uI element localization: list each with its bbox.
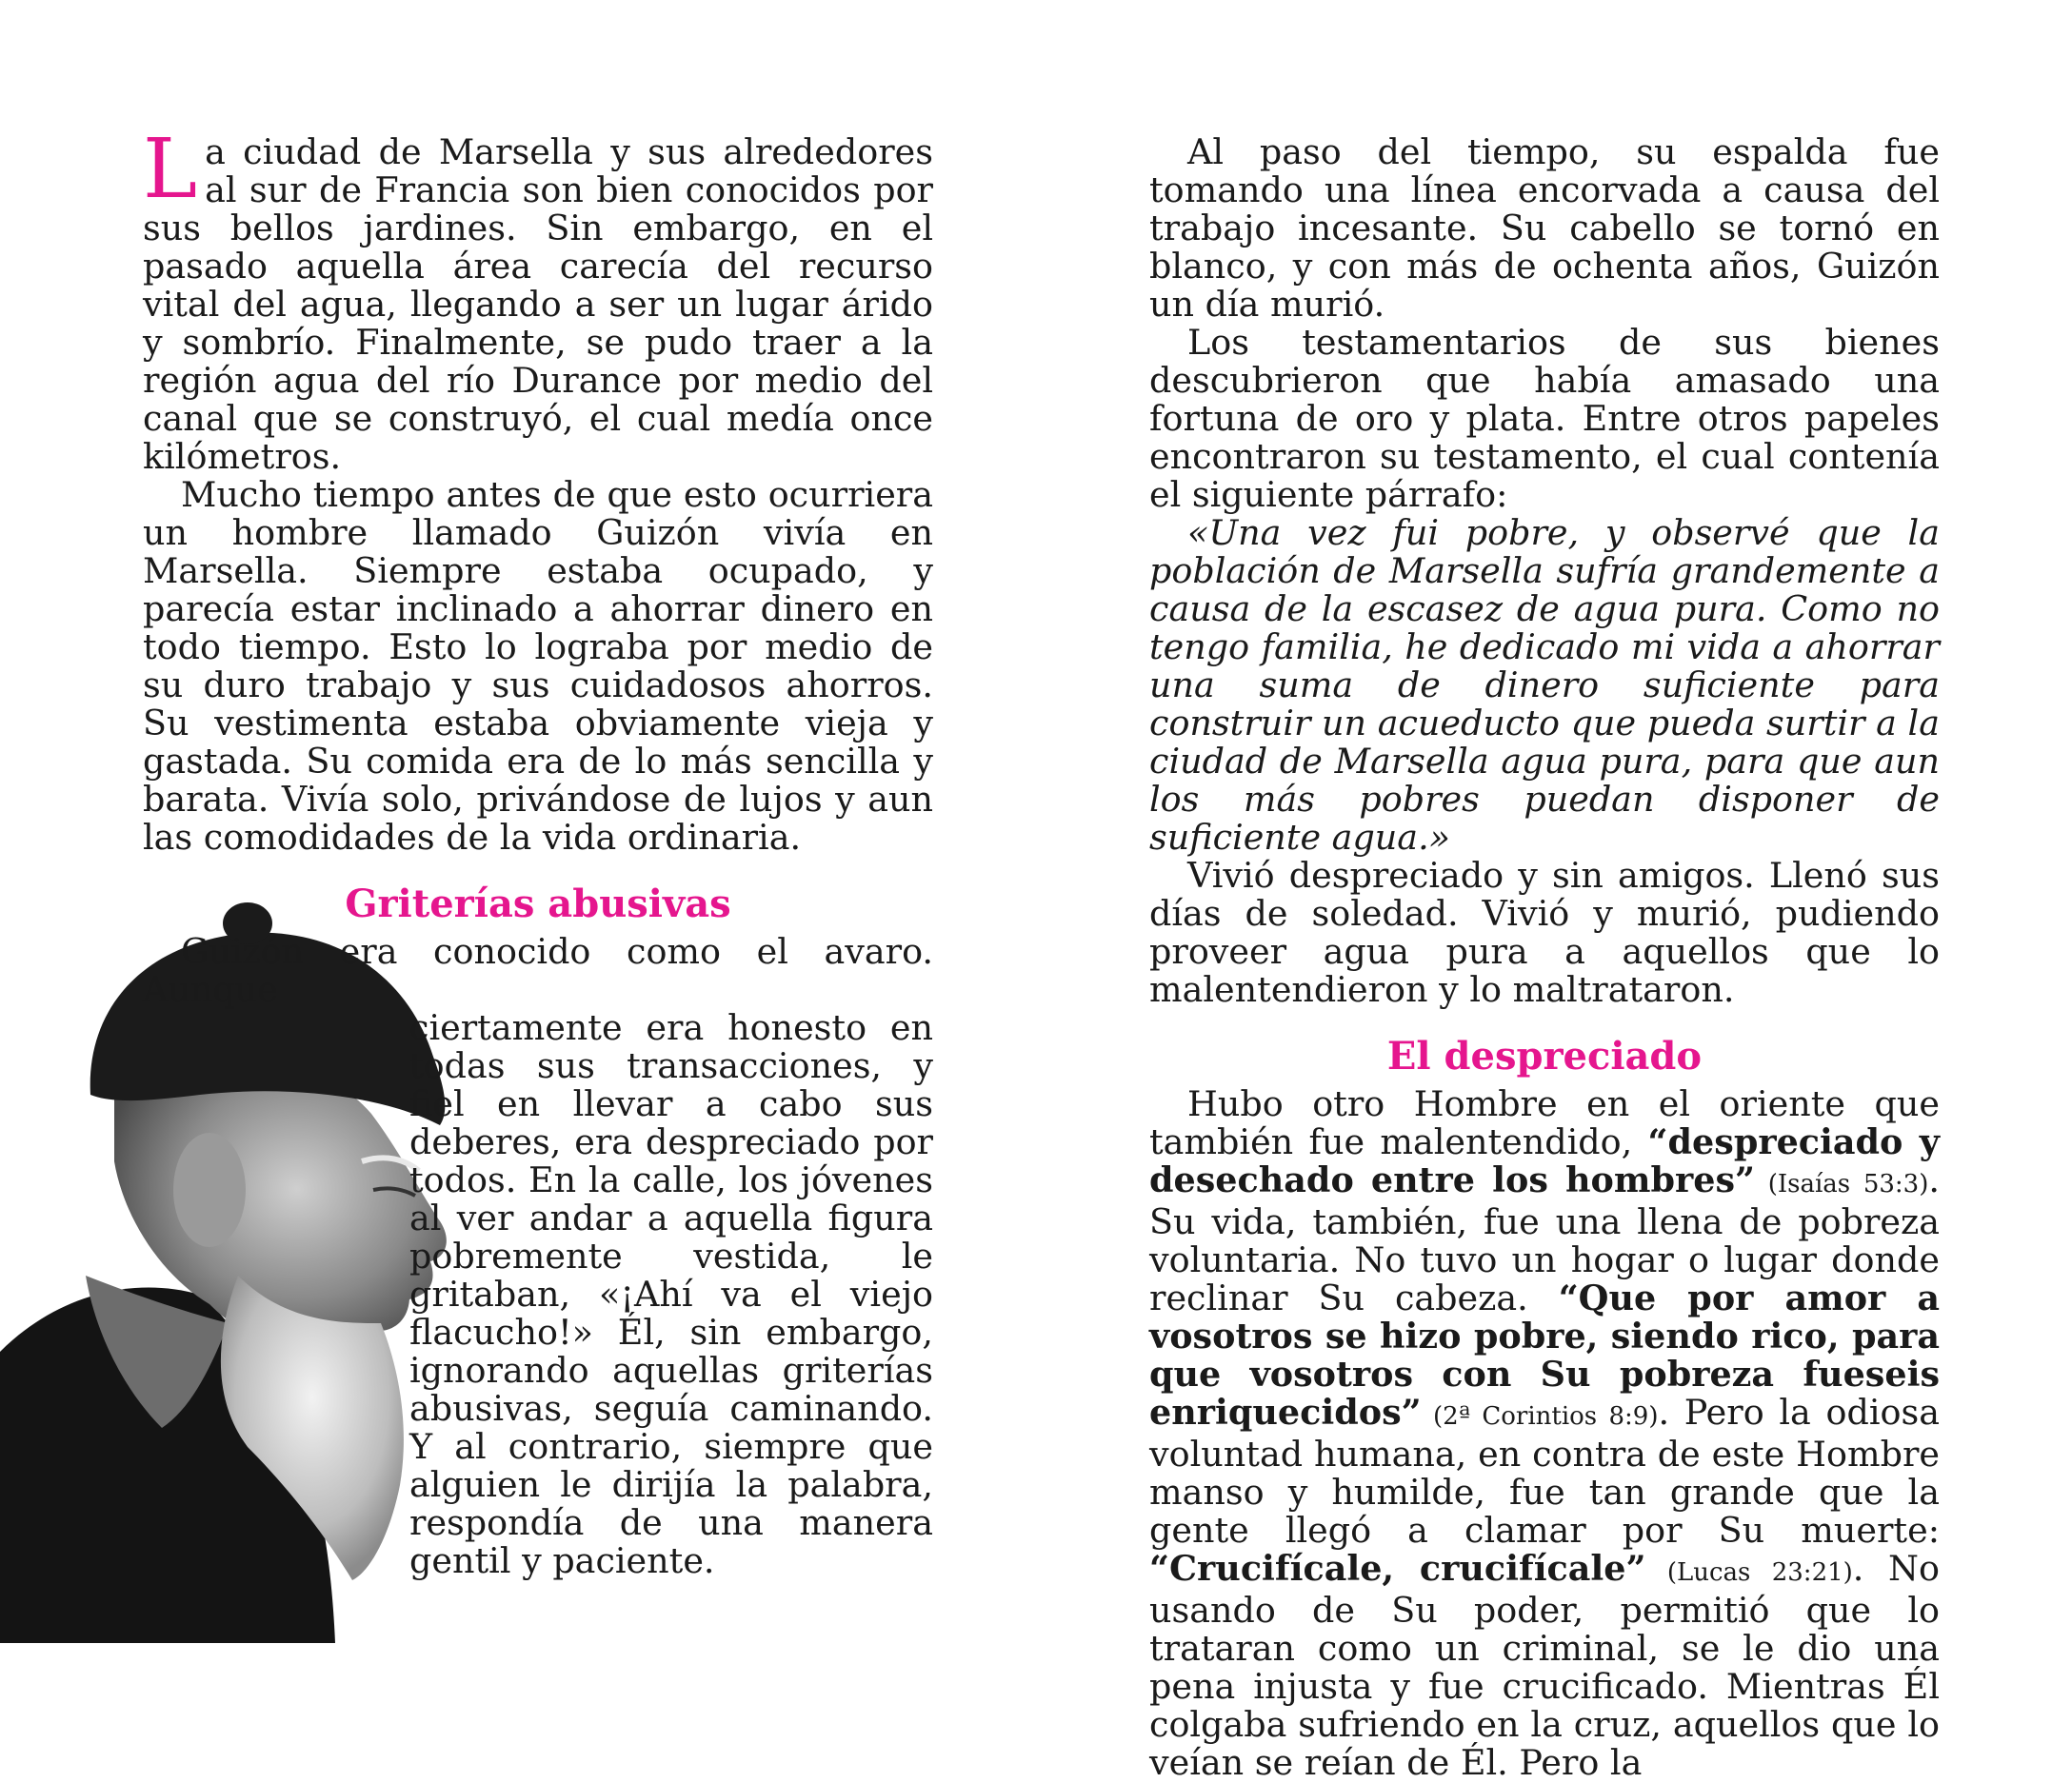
paragraph-guizon: Mucho tiempo antes de que esto ocurriera un hombre llamado Guizón vivía en Marsella. Siempre estaba ocupado, y parecía estar inclinado a ahorrar dinero en todo tiempo. Esto lo lograba por medio de su duro trabajo y sus cuidadosos ahorros. Su vestimenta estaba obviamente vieja y gastada. Su comida era de lo más sencilla y barata. Vivía solo, privándose de lujos y aun las comodidades de la vida ordinaria. [143, 474, 933, 858]
scripture-reference: (Lucas 23:21) [1645, 1558, 1853, 1587]
scripture-reference: (Isaías 53:3) [1755, 1170, 1929, 1199]
paragraph-espalda: Al paso del tiempo, su espalda fue tomando una línea encorvada a causa del trabajo incesante. Su cabello se tornó en blanco, y con más de ochenta años, Guizón un día murió. [1149, 131, 1940, 325]
section-heading-despreciado: El despreciado [1386, 1034, 1703, 1079]
text-span: . Pero la odiosa voluntad humana, en contra de este Hombre manso y humilde, fue tan grande que la gente llegó a clamar por Su muerte: [1149, 1392, 1940, 1551]
paragraph-desprecio: Vivió despreciado y sin amigos. Llenó sus días de soledad. Vivió y murió, pudiendo proveer agua pura a aquellos que lo malentendieron y lo maltrataron. [1149, 855, 1940, 1010]
paragraph-avaro-wrapped: ciertamente era honesto en todas sus transacciones, y fiel en llevar a cabo sus deberes, era despreciado por todos. En la calle, los jóvenes al ver andar a aquella figura pobremente vestida, le gritaban, «¡Ahí va el viejo flacucho!» Él, sin embargo, ignorando aquellas griterías abusivas, seguía caminando. Y al contrario, siempre que alguien le dirijía la palabra, respondía de una manera gentil y paciente. [409, 1007, 933, 1581]
scripture-reference: (2ª Corintios 8:9) [1421, 1402, 1659, 1431]
scripture-quote: “Crucifícale, crucifícale” [1149, 1548, 1646, 1589]
right-column [1149, 133, 1940, 1782]
text-span: . Su vida, también, fue una llena de pobreza voluntaria. No tuvo un hogar o lugar donde reclinar Su cabeza. [1149, 1159, 1940, 1318]
paragraph-avaro-first-line: Guizón era conocido como el avaro. Aunque [143, 931, 933, 1010]
intro-paragraph [143, 122, 933, 477]
left-column [143, 122, 933, 1581]
section-heading-griterias: Griterías abusivas [345, 882, 731, 926]
scripture-quote: “despreciado y desechado entre los hombres” [1149, 1121, 1940, 1200]
intro-text: a ciudad de Marsella y sus alrededores al sur de Francia son bien conocidos por sus bellos jardines. Sin embargo, en el pasado aquella área carecía del recurso vital del agua, llegando a ser un lugar árido y sombrío. Finalmente, se pudo traer a la región agua del río Durance por medio del canal que se construyó, el cual medía once kilómetros. [143, 131, 933, 477]
testament-quote: «Una vez fui pobre, y observé que la población de Marsella sufría grandemente a causa de la escasez de agua pura. Como no tengo familia, he dedicado mi vida a ahorrar una suma de dinero suficiente para construir un acueducto que pueda surtir a la ciudad de Marsella agua pura, para que aun los más pobres puedan disponer de suficiente agua.» [1149, 512, 1940, 858]
scripture-quote: “Que por amor a vosotros se hizo pobre, siendo rico, para que vosotros con Su pobreza fueseis enriquecidos” [1149, 1278, 1940, 1433]
paragraph-otro-hombre [1149, 1085, 1940, 1782]
drop-cap: L [143, 122, 198, 217]
text-span: . No usando de Su poder, permitió que lo trataran como un criminal, se le dio una pena injusta y fue crucificado. Mientras Él colgaba sufriendo en la cruz, aquellos que lo veían se reían de Él. Pero la [1149, 1548, 1940, 1783]
paragraph-testamentarios: Los testamentarios de sus bienes descubrieron que había amasado una fortuna de oro y plata. Entre otros papeles encontraron su testamento, el cual contenía el siguiente párrafo: [1149, 322, 1940, 515]
text-span: Hubo otro Hombre en el oriente que también fue malentendido, [1149, 1083, 1940, 1162]
